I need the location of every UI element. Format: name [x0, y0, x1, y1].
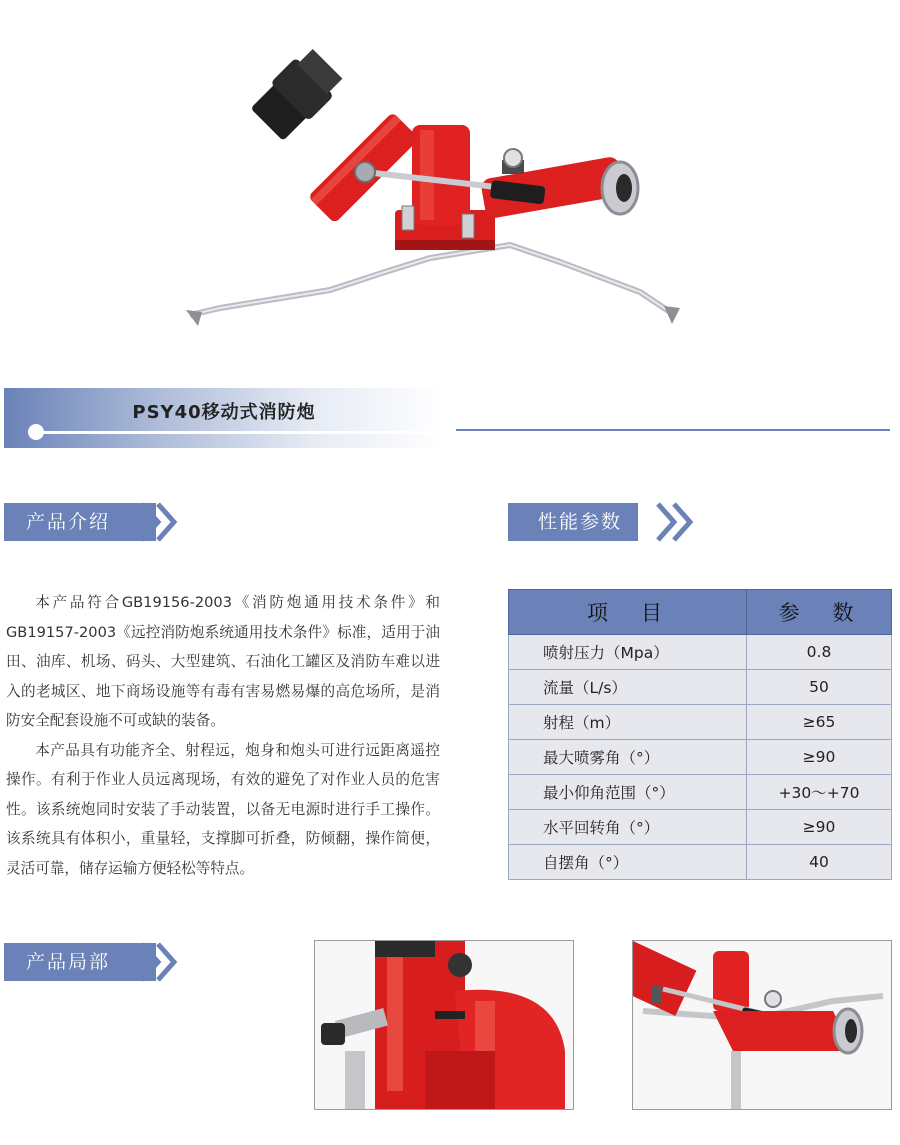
- intro-paragraph: 本产品具有功能齐全、射程远，炮身和炮头可进行远距离遥控操作。有利于作业人员远离现场，有效的避免了对作业人员的危害性。该系统炮同时安装了手动装置，以备无电源时进行手工操作。该系统具有体积小，重量轻，支撑脚可折叠，防倾翻，操作简便，灵活可靠，储存运输方便轻松等特点。: [6, 741, 440, 877]
- table-row: [509, 670, 892, 705]
- table-header-value: 参 数: [747, 590, 892, 635]
- table-row: [509, 705, 892, 740]
- spec-name: 射程（m）: [509, 705, 747, 740]
- section-label: 性能参数: [538, 511, 623, 533]
- spec-value: 0.8: [747, 635, 892, 670]
- section-label: 产品局部: [26, 951, 111, 973]
- spec-value: ≥65: [747, 705, 892, 740]
- spec-name: 水平回转角（°）: [509, 810, 747, 845]
- page-title: PSY40移动式消防炮: [132, 402, 316, 423]
- double-chevron-right-icon: [138, 501, 186, 543]
- intro-text: [6, 588, 440, 883]
- table-row: [509, 775, 892, 810]
- spec-value: 50: [747, 670, 892, 705]
- section-tag-specs: [508, 503, 638, 541]
- spec-name: 流量（L/s）: [509, 670, 747, 705]
- spec-value: 40: [747, 845, 892, 880]
- detail-photo-handle: [632, 940, 892, 1110]
- hero-product-image: [180, 30, 700, 330]
- table-header-row: [509, 590, 892, 635]
- double-chevron-right-icon: [138, 941, 186, 983]
- spec-name: 自摆角（°）: [509, 845, 747, 880]
- specs-table: [508, 589, 892, 880]
- intro-paragraph: 本产品符合GB19156-2003《消防炮通用技术条件》和GB19157-2003《远控消防炮系统通用技术条件》标准，适用于油田、油库、机场、码头、大型建筑、石油化工罐区及消防车难以进入的老城区、地下商场设施等有毒有害易燃易爆的高危场所，是消防安全配套设施不可或缺的装备。: [6, 594, 440, 729]
- spec-name: 喷射压力（Mpa）: [509, 635, 747, 670]
- section-label: 产品介绍: [26, 511, 111, 533]
- title-bullet-dot: [28, 424, 44, 440]
- spec-value: ≥90: [747, 740, 892, 775]
- table-row: [509, 845, 892, 880]
- table-row: [509, 810, 892, 845]
- detail-photo-joint: [314, 940, 574, 1110]
- double-chevron-right-icon: [654, 501, 702, 543]
- table-row: [509, 635, 892, 670]
- spec-value: ≥90: [747, 810, 892, 845]
- title-divider: [40, 431, 440, 434]
- table-row: [509, 740, 892, 775]
- section-tag-details: [4, 943, 156, 981]
- spec-value: +30～+70: [747, 775, 892, 810]
- spec-name: 最小仰角范围（°）: [509, 775, 747, 810]
- spec-name: 最大喷雾角（°）: [509, 740, 747, 775]
- title-rule: [456, 429, 890, 431]
- table-header-item: 项 目: [509, 590, 747, 635]
- section-tag-intro: [4, 503, 156, 541]
